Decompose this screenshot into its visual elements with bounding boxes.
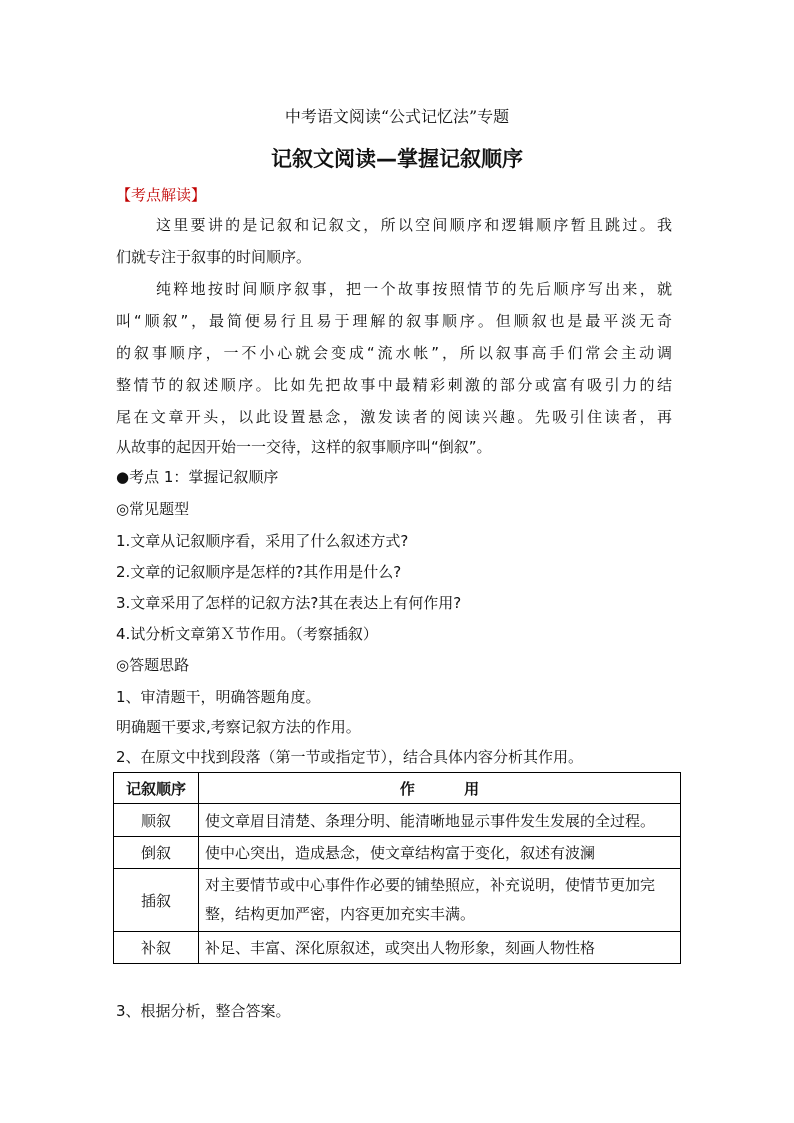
paragraph-1-line-2: 们就专注于叙事的时间顺序。 [116,248,312,266]
table-row [114,869,681,932]
table-cell-effect: 使文章眉目清楚、条理分明、能清晰地显示事件发生发展的全过程。 [199,804,681,837]
approach-step-1-note: 明确题干要求,考察记叙方法的作用。 [116,718,361,736]
section-heading: 【考点解读】 [116,186,207,204]
approach-step-1: 1、审清题干，明确答题角度。 [116,688,321,706]
document-subtitle: 中考语文阅读“公式记忆法”专题 [284,107,510,126]
paragraph-2-line-3: 的叙事顺序，一不小心就会变成“流水帐”，所以叙事高手们常会主动调 [116,344,672,362]
paragraph-2-line-1: 纯粹地按时间顺序叙事，把一个故事按照情节的先后顺序写出来，就 [156,280,672,298]
table-row [114,837,681,869]
paragraph-2-line-4: 整情节的叙述顺序。比如先把故事中最精彩刺激的部分或富有吸引力的结 [116,376,672,394]
table-row [114,804,681,837]
table-cell-order: 补叙 [114,932,199,964]
table-cell-order: 顺叙 [114,804,199,837]
common-types-heading: ◎常见题型 [116,500,190,518]
question-4: 4.试分析文章第Ｘ节作用。（考察插叙） [116,625,378,643]
question-2: 2.文章的记叙顺序是怎样的?其作用是什么? [116,563,402,581]
table-header-effect: 作 用 [199,773,681,804]
table-header-order: 记叙顺序 [114,773,199,804]
table-cell-effect: 对主要情节或中心事件作必要的铺垫照应，补充说明，使情节更加完整，结构更加严密，内容更加充实丰满。 [199,869,681,932]
question-1: 1.文章从记叙顺序看，采用了什么叙述方式? [116,532,409,550]
table-cell-effect: 使中心突出，造成悬念，使文章结构富于变化，叙述有波澜 [199,837,681,869]
document-title: 记叙文阅读—掌握记叙顺序 [271,147,523,171]
paragraph-2-line-2: 叫“顺叙”，最简便易行且易于理解的叙事顺序。但顺叙也是最平淡无奇 [116,312,672,330]
table-cell-order: 倒叙 [114,837,199,869]
kaodian-heading: ●考点 1：掌握记叙顺序 [116,468,279,486]
narrative-order-table [113,772,681,964]
approach-step-2: 2、在原文中找到段落（第一节或指定节），结合具体内容分析其作用。 [116,748,584,766]
question-3: 3.文章采用了怎样的记叙方法?其在表达上有何作用? [116,594,462,612]
paragraph-2-line-5: 尾在文章开头，以此设置悬念，激发读者的阅读兴趣。先吸引住读者，再 [116,408,672,426]
approach-step-3: 3、根据分析，整合答案。 [116,1002,291,1020]
table-header-row [114,773,681,804]
table-cell-effect: 补足、丰富、深化原叙述，或突出人物形象，刻画人物性格 [199,932,681,964]
table-cell-order: 插叙 [114,869,199,932]
paragraph-1-line-1: 这里要讲的是记叙和记叙文，所以空间顺序和逻辑顺序暂且跳过。我 [156,216,672,234]
approach-heading: ◎答题思路 [116,656,190,674]
paragraph-2-line-6: 从故事的起因开始一一交待，这样的叙事顺序叫“倒叙”。 [116,438,492,456]
table-row [114,932,681,964]
